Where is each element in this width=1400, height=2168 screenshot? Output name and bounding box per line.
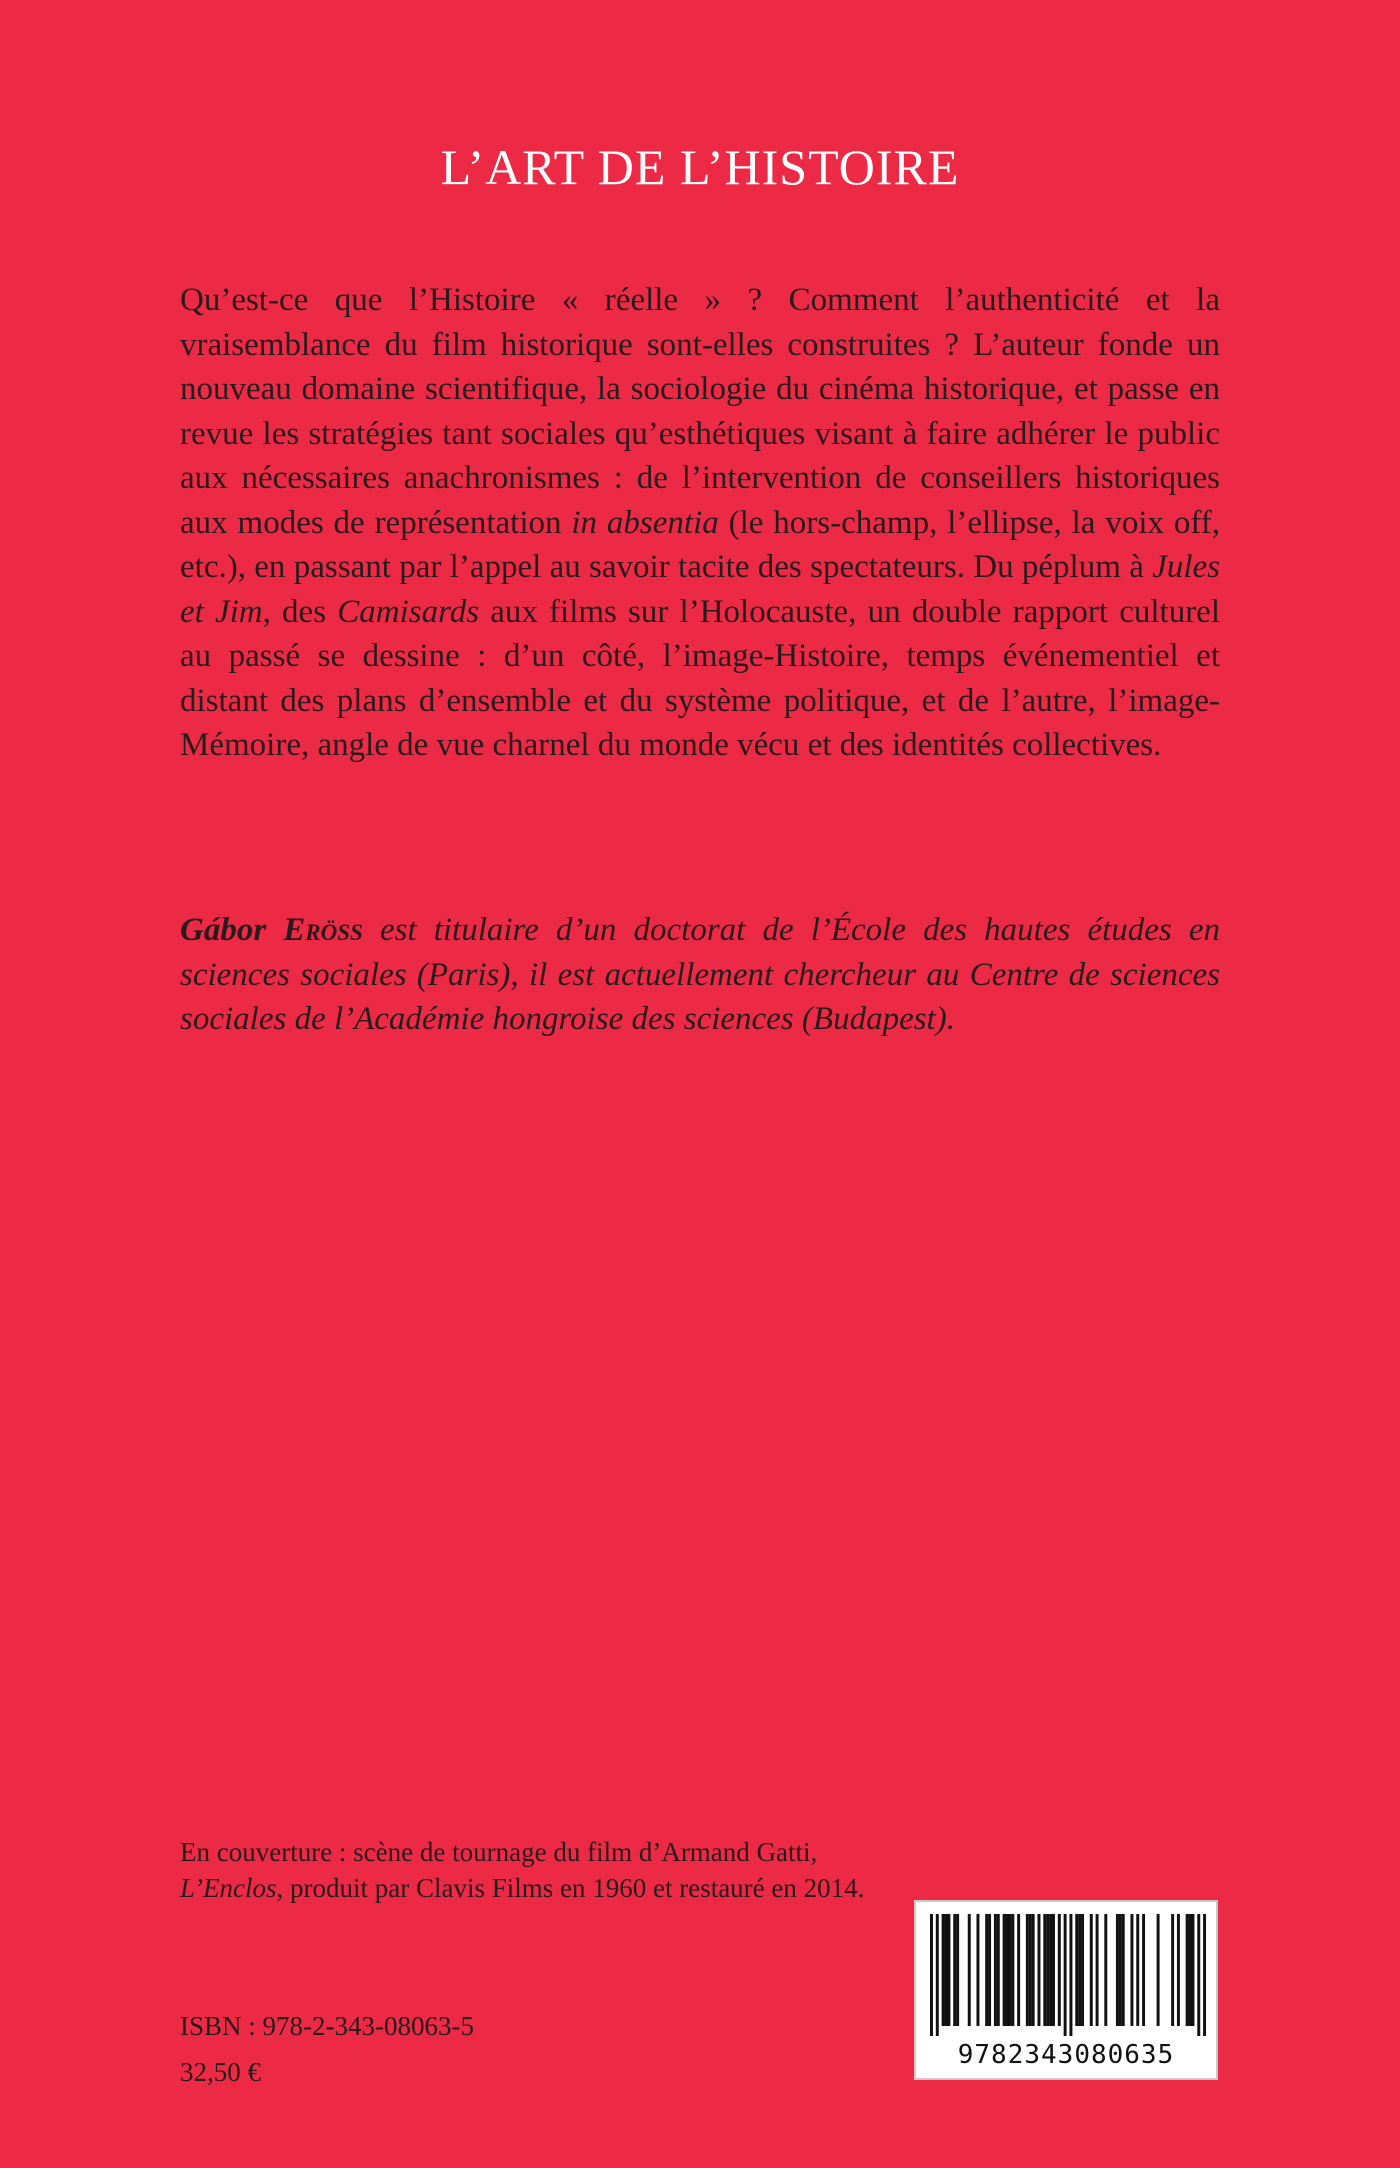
barcode-bar [942, 1914, 945, 2026]
barcode-bar [1017, 1914, 1020, 2026]
barcode-bar [1171, 1914, 1174, 2026]
blurb-segment: (le hors-champ, l’ellipse, la voix off, etc.), en passant par l’appel au savoir tacite des spectateurs. Du péplum à [180, 504, 1220, 585]
barcode-bar [1197, 1914, 1200, 2036]
barcode-bar [945, 1914, 948, 2026]
cover-credit-suffix: , produit par Clavis Films en 1960 et restauré en 2014. [276, 1873, 865, 1903]
barcode-bar [976, 1914, 979, 2026]
barcode-bar [1186, 1914, 1189, 2026]
blurb-italic-title: in absentia [571, 504, 719, 541]
barcode-digits: 9782343080635 [957, 2040, 1175, 2070]
book-price: 32,50 € [180, 2057, 261, 2087]
author-last-name: Eröss [283, 912, 363, 948]
barcode-bar [1081, 1914, 1084, 2026]
barcode-bar [1032, 1914, 1035, 2026]
barcode [914, 1900, 1218, 2080]
barcode-bar [1203, 1914, 1206, 2036]
cover-credit-film: L’Enclos [180, 1873, 277, 1903]
barcode-bar [1058, 1914, 1061, 2026]
author-bio-text: est titulaire d’un doctorat de l’École des hautes études en sciences sociales (Paris), il est actuellement chercheur au Centre de sciences sociales de l’Académie hongroise des sciences (Budapest). [180, 912, 1220, 1037]
barcode-bar [1052, 1914, 1055, 2026]
barcode-bar [1003, 1914, 1006, 2026]
cover-credit [180, 1834, 880, 1906]
barcode-bar [1069, 1914, 1072, 2036]
barcode-bar [1116, 1914, 1119, 2026]
barcode-bar [997, 1914, 1000, 2026]
barcode-bar [1191, 1914, 1194, 2026]
blurb-segment: aux films sur l’Holocauste, un double rapport culturel au passé se dessine : d’un côté, l’image-Histoire, temps événementiel et distant des plans d’ensemble et du système politique, et de l’autre, l’image-Mémoire, angle de vue charnel du monde vécu et des identités collectives. [180, 593, 1220, 763]
barcode-bar [1122, 1914, 1125, 2026]
barcode-bar [1078, 1914, 1081, 2026]
barcode-bar [968, 1914, 971, 2026]
barcode-bar [936, 1914, 939, 2036]
barcode-bar [1029, 1914, 1032, 2026]
barcode-bar [1006, 1914, 1009, 2026]
blurb-segment: Qu’est-ce que l’Histoire « réelle » ? Comment l’authenticité et la vraisemblance du film historique sont-elles construites ? L’auteur fonde un nouveau domaine scientifique, la sociologie du cinéma historique, et passe en revue les stratégies tant sociales qu’esthétiques visant à faire adhérer le public aux nécessaires anachronismes : de l’intervention de conseillers historiques aux modes de représentation [180, 282, 1220, 541]
cover-credit-prefix: En couverture : scène de tournage du film d’Armand Gatti, [180, 1837, 818, 1867]
barcode-bar [1011, 1914, 1014, 2026]
barcode-bar [1157, 1914, 1160, 2026]
isbn-number: ISBN : 978-2-343-08063-5 [180, 2011, 474, 2041]
barcode-bar [1026, 1914, 1029, 2026]
author-bio [180, 908, 1220, 1042]
barcode-bar [1119, 1914, 1122, 2026]
barcode-bar [985, 1914, 988, 2026]
book-title: L’ART DE L’HISTOIRE [440, 139, 960, 195]
barcode-bar [1008, 1914, 1011, 2026]
barcode-bar [1043, 1914, 1046, 2026]
barcode-bar [1090, 1914, 1093, 2026]
barcode-bar [988, 1914, 991, 2026]
blurb-italic-title: Jules et Jim [180, 549, 1220, 630]
barcode-bar [947, 1914, 950, 2026]
barcode-bars [930, 1914, 1206, 2036]
barcode-bar [1189, 1914, 1192, 2026]
barcode-bar [956, 1914, 959, 2026]
barcode-bar [1130, 1914, 1133, 2026]
blurb-segment: , des [262, 593, 338, 630]
barcode-bar [1064, 1914, 1067, 2036]
barcode-bar [930, 1914, 933, 2036]
barcode-bar [1177, 1914, 1180, 2026]
barcode-bar [1075, 1914, 1078, 2026]
barcode-bar [1142, 1914, 1145, 2026]
blurb-italic-title: Camisards [337, 593, 480, 630]
barcode-bar [953, 1914, 956, 2026]
blurb-text [180, 278, 1220, 768]
barcode-bar [1096, 1914, 1099, 2026]
barcode-bar [1037, 1914, 1040, 2026]
barcode-bar [1136, 1914, 1139, 2026]
barcode-bar [1049, 1914, 1052, 2026]
barcode-bar [994, 1914, 997, 2026]
barcode-bar [1046, 1914, 1049, 2026]
barcode-bar [1104, 1914, 1107, 2026]
author-first-name: Gábor [180, 912, 267, 948]
